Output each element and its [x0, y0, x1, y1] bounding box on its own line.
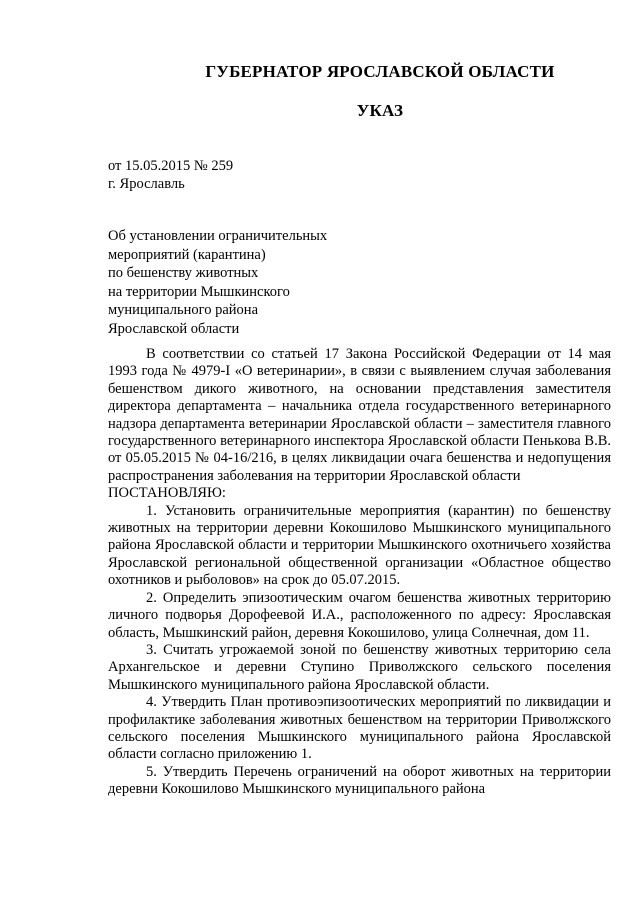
document-type-heading: УКАЗ [356, 101, 404, 120]
document-body [108, 346, 611, 799]
subject-line: Ярославской области [108, 320, 240, 337]
subject-line: по бешенству животных [108, 265, 259, 281]
decree-item: 1. Установить ограничительные мероприятия (карантин) по бешенству животных на территории деревни Кокошилово Мышкинского муниципального района Ярославской области и территории Мышкинского охотничьего хозяйства Ярославской региональной общественной организации «Областное общество охотников и рыболовов» на срок до 05.07.2015. [108, 502, 611, 589]
decree-item: 2. Определить эпизоотическим очагом бешенства животных территорию личного подворья Дорофеевой И.А., расположенного по адресу: Ярославская область, Мышкинский район, деревня Кокошилово, улица Солнечная, дом 11. [108, 589, 611, 641]
subject-line: на территории Мышкинского [108, 283, 290, 300]
decree-item: 5. Утвердить Перечень ограничений на оборот животных на территории деревни Кокошилово Мышкинского муниципального района [108, 763, 611, 798]
document-city: г. Ярославль [108, 176, 185, 192]
decree-item: 4. Утвердить План противоэпизоотических мероприятий по ликвидации и профилактике заболевания животных бешенством на территории Приволжского сельского поселения Мышкинского муниципального района Ярославской области согласно приложению 1. [108, 694, 611, 763]
document-date-number: от 15.05.2015 № 259 [108, 158, 234, 174]
document-authority-heading: ГУБЕРНАТОР ЯРОСЛАВСКОЙ ОБЛАСТИ [205, 62, 555, 81]
decree-item: 3. Считать угрожаемой зоной по бешенству животных территорию села Архангельское и деревни Ступино Приволжского сельского поселения Мышкинского муниципального района Ярославской области. [108, 641, 611, 693]
subject-line: мероприятий (карантина) [108, 246, 266, 263]
document-subject [108, 227, 327, 338]
decree-word: ПОСТАНОВЛЯЮ: [108, 485, 226, 502]
subject-line: муниципального района [108, 302, 258, 318]
preamble-paragraph: В соответствии со статьей 17 Закона Российской Федерации от 14 мая 1993 года № 4979-I «О ветеринарии», в связи с выявлением случая заболевания бешенством дикого животного, на основании представления заместителя директора департамента – начальника отдела государственного ветеринарного надзора департамента ветеринарии Ярославской области – заместителя главного государственного ветеринарного инспектора Ярославской области Пенькова В.В. от 05.05.2015 № 04-16/216, в целях ликвидации очага бешенства и недопущения распространения заболевания на территории Ярославской области [108, 346, 611, 484]
document-meta [108, 157, 233, 193]
subject-line: Об установлении ограничительных [108, 228, 328, 244]
